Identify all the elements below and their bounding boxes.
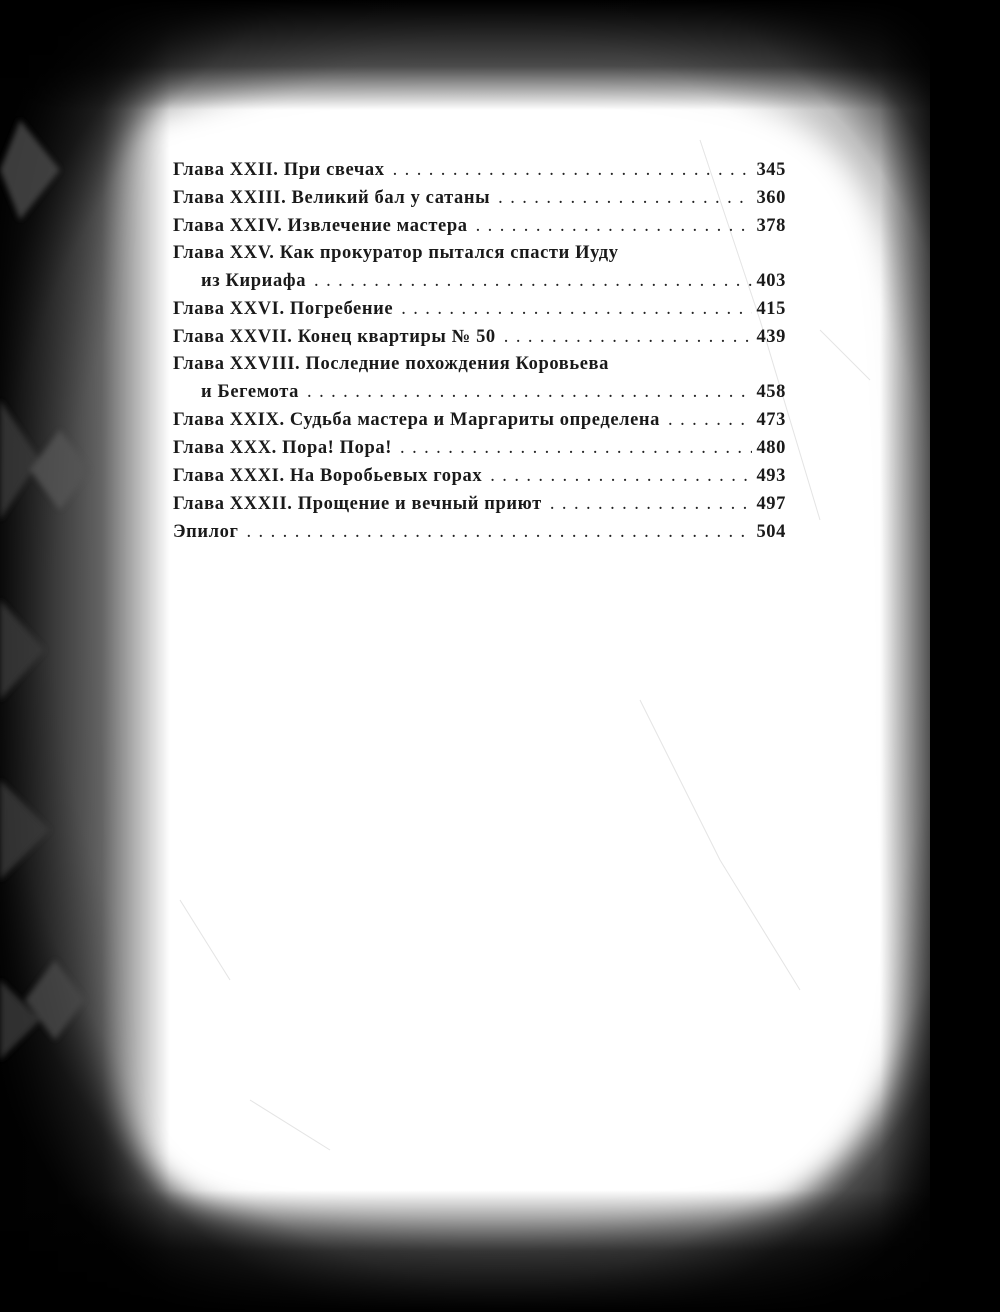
toc-entry-30[interactable]: [173, 434, 786, 462]
toc-dot-leader: [550, 490, 753, 518]
toc-entry-title: Глава XXVI. Погребение: [173, 299, 394, 319]
toc-entry-29[interactable]: [173, 406, 786, 434]
toc-entry-title: Глава XXVII. Конец квартиры № 50: [173, 327, 496, 347]
toc-entry-title: Глава XXIII. Великий бал у сатаны: [173, 188, 491, 208]
toc-page-number: 360: [756, 188, 786, 208]
toc-dot-leader: [498, 184, 752, 212]
toc-entry-22[interactable]: [173, 156, 786, 184]
toc-entry-title-continuation: и Бегемота: [201, 382, 300, 402]
toc-dot-leader: [668, 406, 752, 434]
toc-entry-26[interactable]: [173, 295, 786, 323]
toc-entry-32[interactable]: [173, 490, 786, 518]
toc-dot-leader: [400, 434, 752, 462]
toc-dot-leader: [401, 295, 752, 323]
table-of-contents: [173, 156, 786, 546]
toc-entry-title: Глава XXX. Пора! Пора!: [173, 438, 393, 458]
toc-page-number: 504: [756, 522, 786, 542]
toc-dot-leader: [307, 378, 752, 406]
toc-entry-28-line-2[interactable]: [173, 378, 786, 406]
toc-dot-leader: [504, 323, 753, 351]
toc-entry-title: Глава XXII. При свечах: [173, 160, 385, 180]
toc-page-number: 480: [756, 438, 786, 458]
toc-entry-31[interactable]: [173, 462, 786, 490]
toc-entry-24[interactable]: [173, 212, 786, 240]
toc-entry-title: Глава XXIX. Судьба мастера и Маргариты определена: [173, 410, 661, 430]
toc-page-number: 378: [756, 216, 786, 236]
toc-page-number: 473: [756, 410, 786, 430]
toc-page-number: 403: [756, 271, 786, 291]
toc-entry-27[interactable]: [173, 323, 786, 351]
toc-entry-25-line-1[interactable]: [173, 240, 786, 267]
toc-page-number: 493: [756, 466, 786, 486]
toc-dot-leader: [393, 156, 753, 184]
toc-entry-title: Глава XXV. Как прокуратор пытался спасти Иуду: [173, 243, 619, 263]
toc-entry-title: Глава XXXI. На Воробьевых горах: [173, 466, 483, 486]
toc-page-number: 345: [756, 160, 786, 180]
toc-entry-epilogue[interactable]: [173, 518, 786, 546]
toc-dot-leader: [490, 462, 752, 490]
toc-entry-23[interactable]: [173, 184, 786, 212]
toc-dot-leader: [247, 518, 753, 546]
toc-entry-title: Глава XXIV. Извлечение мастера: [173, 216, 468, 236]
toc-dot-leader: [314, 267, 752, 295]
toc-entry-title: Эпилог: [173, 522, 239, 542]
toc-entry-28-line-1[interactable]: [173, 351, 786, 378]
toc-entry-title-continuation: из Кириафа: [201, 271, 307, 291]
toc-entry-title: Глава XXVIII. Последние похождения Коровьева: [173, 354, 609, 374]
toc-page-number: 458: [756, 382, 786, 402]
toc-dot-leader: [476, 212, 753, 240]
toc-page-number: 439: [756, 327, 786, 347]
toc-page-number: 497: [756, 494, 786, 514]
toc-page-number: 415: [756, 299, 786, 319]
toc-entry-title: Глава XXXII. Прощение и вечный приют: [173, 494, 542, 514]
toc-entry-25-line-2[interactable]: [173, 267, 786, 295]
